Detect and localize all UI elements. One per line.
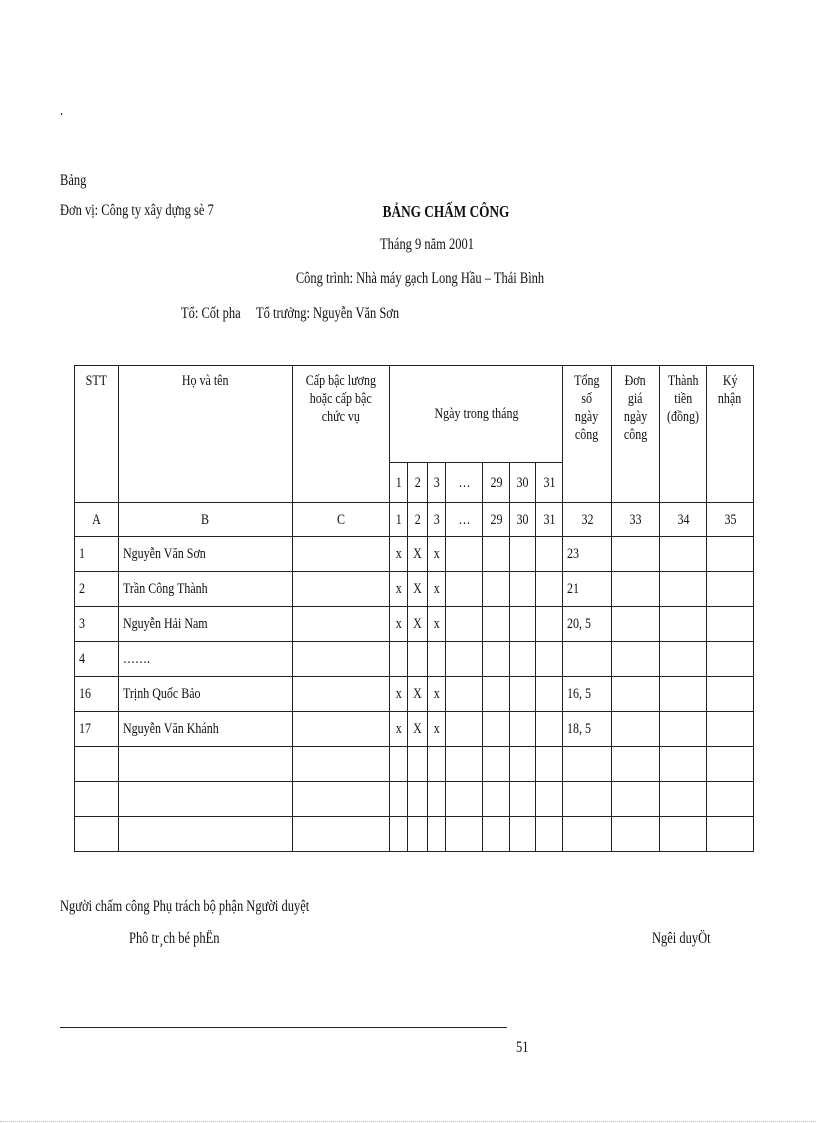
table-cell: x — [390, 677, 408, 712]
table-cell — [293, 712, 390, 747]
table-row — [75, 572, 754, 607]
table-cell — [483, 817, 510, 852]
code-cell: C — [293, 503, 390, 537]
table-cell — [660, 642, 707, 677]
day-col-29: 29 — [483, 463, 510, 503]
table-cell — [536, 712, 563, 747]
table-cell — [660, 747, 707, 782]
code-cell: 29 — [483, 503, 510, 537]
team-line: Tổ: Cốt pha Tổ trưởng: Nguyễn Văn Sơn — [181, 305, 400, 322]
code-cell: 32 — [563, 503, 612, 537]
table-cell: 18, 5 — [563, 712, 612, 747]
table-cell — [293, 817, 390, 852]
table-cell — [612, 782, 660, 817]
month-line: Tháng 9 năm 2001 — [380, 236, 474, 253]
table-cell — [483, 782, 510, 817]
table-cell — [660, 712, 707, 747]
table-cell — [612, 572, 660, 607]
table-cell: x — [390, 572, 408, 607]
empty-row — [75, 782, 754, 817]
table-cell: Trịnh Quốc Bảo — [119, 677, 293, 712]
table-cell — [75, 817, 119, 852]
table-cell — [707, 677, 754, 712]
table-cell: 16, 5 — [563, 677, 612, 712]
table-cell — [446, 782, 483, 817]
table-cell — [612, 677, 660, 712]
footer-rule — [60, 1027, 507, 1028]
table-cell — [293, 747, 390, 782]
table-cell — [483, 537, 510, 572]
table-cell — [707, 817, 754, 852]
table-cell — [536, 572, 563, 607]
table-cell — [483, 607, 510, 642]
table-cell: x — [390, 607, 408, 642]
table-cell — [563, 747, 612, 782]
empty-row — [75, 817, 754, 852]
code-cell: 30 — [510, 503, 536, 537]
table-cell: 21 — [563, 572, 612, 607]
table-cell — [119, 782, 293, 817]
table-cell — [119, 817, 293, 852]
table-cell: X — [408, 712, 428, 747]
table-cell — [408, 782, 428, 817]
table-cell: x — [428, 677, 446, 712]
table-cell — [536, 817, 563, 852]
table-cell — [536, 747, 563, 782]
table-cell — [510, 712, 536, 747]
code-cell: 1 — [390, 503, 408, 537]
page-edge-divider — [0, 1121, 816, 1122]
table-cell — [563, 642, 612, 677]
table-cell — [536, 642, 563, 677]
code-cell: B — [119, 503, 293, 537]
document-title: BẢNG CHẤM CÔNG — [382, 202, 510, 221]
signer-approver-garbled: Ngêi duyÖt — [652, 930, 711, 947]
table-row — [75, 677, 754, 712]
table-cell — [660, 607, 707, 642]
page-number: 51 — [516, 1039, 529, 1056]
table-cell — [390, 817, 408, 852]
table-cell — [707, 782, 754, 817]
table-cell: 16 — [75, 677, 119, 712]
table-cell: Nguyễn Văn Khánh — [119, 712, 293, 747]
table-cell — [612, 607, 660, 642]
table-cell — [510, 607, 536, 642]
table-cell — [536, 607, 563, 642]
header-sign: Ký nhận — [707, 366, 754, 503]
day-col-3: 3 — [428, 463, 446, 503]
table-cell: 20, 5 — [563, 607, 612, 642]
stray-dot: . — [60, 102, 64, 119]
table-cell — [428, 782, 446, 817]
table-cell — [428, 817, 446, 852]
table-cell: X — [408, 677, 428, 712]
table-cell — [408, 747, 428, 782]
table-cell — [510, 537, 536, 572]
table-cell — [660, 572, 707, 607]
table-cell — [563, 817, 612, 852]
day-col-ellipsis: … — [446, 463, 483, 503]
table-cell — [483, 677, 510, 712]
header-unit-price: Đơn giá ngày công — [612, 366, 660, 503]
table-cell: 17 — [75, 712, 119, 747]
timesheet-table — [74, 365, 754, 852]
table-cell: 23 — [563, 537, 612, 572]
table-cell — [612, 817, 660, 852]
header-days: Ngày trong tháng — [390, 366, 563, 463]
table-row — [75, 607, 754, 642]
table-cell: x — [428, 607, 446, 642]
table-cell — [446, 677, 483, 712]
table-cell: Trần Công Thành — [119, 572, 293, 607]
table-cell: 4 — [75, 642, 119, 677]
table-cell — [428, 642, 446, 677]
table-cell — [75, 747, 119, 782]
code-cell: 34 — [660, 503, 707, 537]
table-cell — [612, 537, 660, 572]
code-cell: 33 — [612, 503, 660, 537]
table-cell — [446, 642, 483, 677]
table-cell — [536, 782, 563, 817]
table-cell — [119, 747, 293, 782]
day-col-2: 2 — [408, 463, 428, 503]
table-cell — [293, 537, 390, 572]
table-cell — [660, 782, 707, 817]
code-cell: 35 — [707, 503, 754, 537]
table-cell: X — [408, 572, 428, 607]
form-label: Bảng — [60, 172, 87, 189]
signers-line: Người chấm công Phụ trách bộ phận Người duyệt — [60, 898, 310, 915]
table-row — [75, 712, 754, 747]
table-cell: X — [408, 537, 428, 572]
day-col-30: 30 — [510, 463, 536, 503]
table-cell: ……. — [119, 642, 293, 677]
table-cell — [510, 677, 536, 712]
table-cell — [293, 677, 390, 712]
table-cell — [408, 817, 428, 852]
table-row — [75, 642, 754, 677]
table-cell — [390, 782, 408, 817]
header-total: Tổng số ngày công — [563, 366, 612, 503]
table-cell — [536, 677, 563, 712]
table-cell: x — [428, 572, 446, 607]
table-cell — [446, 537, 483, 572]
signer-dept-garbled: Phô tr¸ch bé phËn — [129, 930, 220, 947]
table-cell — [510, 817, 536, 852]
table-cell — [446, 817, 483, 852]
table-cell — [483, 747, 510, 782]
table-cell — [660, 537, 707, 572]
table-cell: x — [390, 537, 408, 572]
table-cell — [446, 712, 483, 747]
table-cell: X — [408, 607, 428, 642]
empty-row — [75, 747, 754, 782]
table-cell — [612, 642, 660, 677]
table-cell — [660, 677, 707, 712]
table-cell — [446, 607, 483, 642]
table-cell — [510, 572, 536, 607]
table-cell: Nguyễn Văn Sơn — [119, 537, 293, 572]
table-cell — [293, 782, 390, 817]
table-cell — [510, 642, 536, 677]
code-cell: 31 — [536, 503, 563, 537]
table-cell — [660, 817, 707, 852]
table-cell — [483, 642, 510, 677]
code-cell: … — [446, 503, 483, 537]
code-row — [75, 503, 754, 537]
code-cell: 3 — [428, 503, 446, 537]
table-cell — [408, 642, 428, 677]
table-cell: Nguyễn Hải Nam — [119, 607, 293, 642]
table-cell: 2 — [75, 572, 119, 607]
table-row — [75, 537, 754, 572]
table-cell — [510, 782, 536, 817]
table-cell — [707, 537, 754, 572]
table-cell — [293, 607, 390, 642]
day-col-31: 31 — [536, 463, 563, 503]
table-cell — [483, 572, 510, 607]
table-cell — [707, 607, 754, 642]
header-rank: Cấp bậc lương hoặc cấp bậc chức vụ — [293, 366, 390, 503]
table-cell — [707, 642, 754, 677]
table-cell — [707, 712, 754, 747]
table-cell: 1 — [75, 537, 119, 572]
table-cell — [612, 747, 660, 782]
code-cell: 2 — [408, 503, 428, 537]
table-cell: x — [428, 537, 446, 572]
table-cell: 3 — [75, 607, 119, 642]
project-line: Công trình: Nhà máy gạch Long Hầu – Thái Bình — [295, 270, 545, 287]
table-cell — [293, 572, 390, 607]
header-stt: STT — [75, 366, 119, 503]
header-amount: Thành tiền (đồng) — [660, 366, 707, 503]
table-cell — [563, 782, 612, 817]
table-cell: x — [428, 712, 446, 747]
table-cell — [390, 642, 408, 677]
table-cell — [446, 572, 483, 607]
table-cell — [510, 747, 536, 782]
table-cell — [707, 747, 754, 782]
table-cell — [483, 712, 510, 747]
table-cell — [536, 537, 563, 572]
header-name: Họ và tên — [119, 366, 293, 503]
table-cell — [707, 572, 754, 607]
table-cell — [428, 747, 446, 782]
table-cell — [612, 712, 660, 747]
table-cell — [293, 642, 390, 677]
table-cell: x — [390, 712, 408, 747]
code-cell: A — [75, 503, 119, 537]
table-cell — [390, 747, 408, 782]
unit-line: Đơn vị: Công ty xây dựng sè 7 — [60, 202, 214, 219]
day-col-1: 1 — [390, 463, 408, 503]
table-cell — [446, 747, 483, 782]
table-cell — [75, 782, 119, 817]
